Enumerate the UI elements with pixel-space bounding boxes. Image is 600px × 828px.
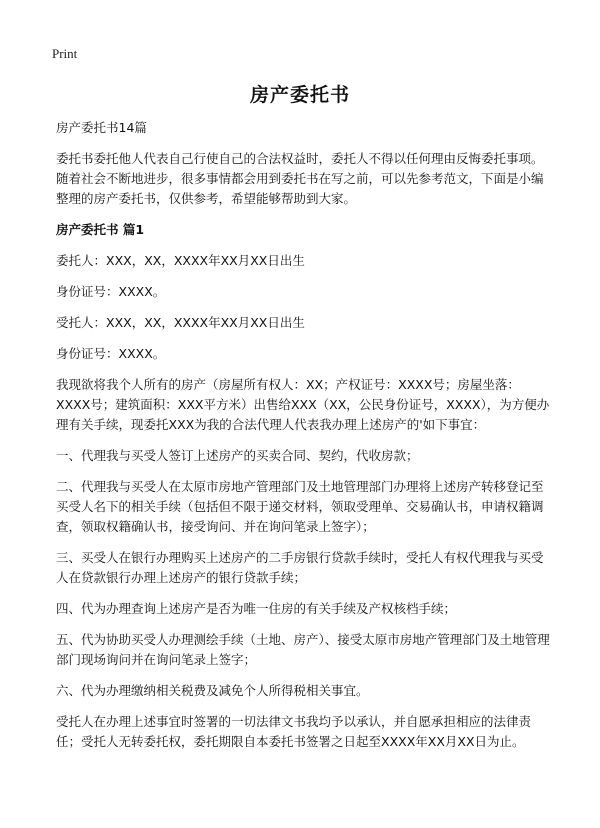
- intro-paragraph: 委托书委托他人代表自己行使自己的合法权益时，委托人不得以任何理由反悔委托事项。随着社会不断地进步，很多事情都会用到委托书在写之前，可以先参考范文，下面是小编整理的房产委托书，仅供参考，希望能够帮助到大家。: [56, 151, 544, 206]
- document-title: 房产委托书: [249, 84, 350, 106]
- item-6: 六、代为办理缴纳相关税费及减免个人所得税相关事宜。: [56, 683, 369, 698]
- document-body: [56, 118, 550, 763]
- section-heading: 房产委托书 篇1: [56, 222, 145, 237]
- closing-paragraph: 受托人在办理上述事宜时签署的一切法律文书我均予以承认，并自愿承担相应的法律责任；受托人无转委托权，委托期限自本委托书签署之日起至XXXX年XX月XX日为止。: [56, 714, 532, 749]
- principal-line: 委托人：XXX，XX，XXXX年XX月XX日出生: [56, 253, 305, 268]
- item-3: 三、买受人在银行办理购买上述房产的二手房银行贷款手续时，受托人有权代理我与买受人在贷款银行办理上述房产的银行贷款手续；: [56, 550, 544, 585]
- print-link[interactable]: Print: [52, 46, 78, 61]
- agent-line: 受托人：XXX，XX，XXXX年XX月XX日出生: [56, 315, 305, 330]
- item-1: 一、代理我与买受人签订上述房产的买卖合同、契约，代收房款；: [56, 448, 419, 463]
- agent-id-line: 身份证号：XXXX。: [56, 346, 166, 361]
- item-5: 五、代为协助买受人办理测绘手续（土地、房产）、接受太原市房地产管理部门及土地管理部门现场询问并在询问笔录上签字；: [56, 632, 550, 667]
- property-paragraph: 我现欲将我个人所有的房产（房屋所有权人：XX；产权证号：XXXX号；房屋坐落：XXXX号；建筑面积：XXX平方米）出售给XXX（XX，公民身份证号，XXXX），为方便办理有关手续，现委托XXX为我的合法代理人代表我办理上述房产的'如下事宜：: [56, 377, 550, 432]
- item-2: 二、代理我与买受人在太原市房地产管理部门及土地管理部门办理将上述房产转移登记至买受人名下的相关手续（包括但不限于递交材料，领取受理单、交易确认书，申请权籍调查，领取权籍确认书，接受询问、并在询问笔录上签字）；: [56, 479, 544, 534]
- principal-id-line: 身份证号：XXXX。: [56, 284, 166, 299]
- item-4: 四、代为办理查询上述房产是否为唯一住房的有关手续及产权核档手续；: [56, 601, 457, 616]
- doc-subtitle: 房产委托书14篇: [56, 120, 147, 135]
